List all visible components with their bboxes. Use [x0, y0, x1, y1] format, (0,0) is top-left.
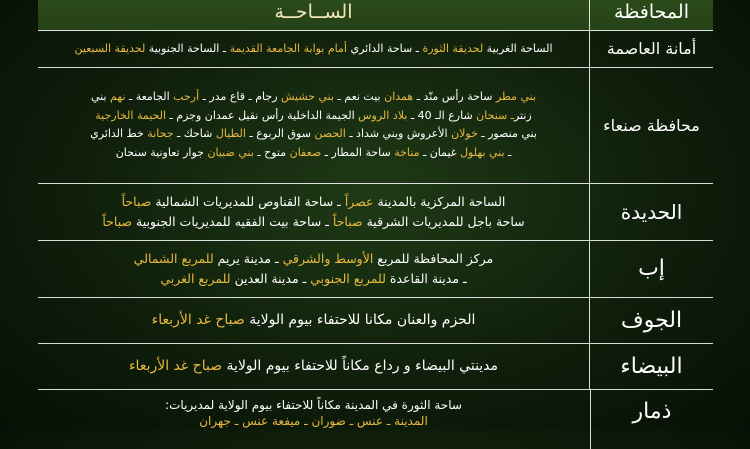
body-text: ـ ساحة الدائري [346, 42, 423, 55]
squares-cell [38, 297, 589, 343]
highlighted-text: صباح غد الأربعاء [151, 312, 245, 328]
highlighted-text: نهم [110, 90, 126, 103]
table-header [38, 0, 713, 31]
highlighted-text: بلاد الروس [358, 108, 408, 122]
governorate-name: البيضاء [589, 343, 713, 389]
highlighted-text: بني بهلول [460, 145, 505, 159]
body-text: ـ الساحة الجنوبية [145, 42, 230, 55]
squares-cell [38, 183, 589, 240]
body-text: ـ مدينة العدين [230, 270, 311, 286]
table-row [38, 30, 713, 68]
highlighted-text: الطيال [215, 127, 246, 140]
body-text: ساحة الثورة في المدينة مكاناً للاحتفاء بيوم الولاية لمديريات: [165, 398, 462, 412]
highlighted-text: ـ سنحان [476, 108, 514, 122]
squares-line [95, 107, 531, 126]
body-text: زنتر [513, 108, 532, 122]
header-squares: الســاحــة [274, 1, 353, 23]
squares-line [134, 249, 493, 269]
body-text: الساحة الغربية [483, 42, 553, 55]
body-text: الساحة المركزية بالمدينة [373, 193, 506, 209]
body-text: ساحة المطار ـ [321, 145, 395, 159]
table-row [38, 297, 713, 344]
squares-cell [38, 389, 589, 449]
squares-line [129, 358, 498, 374]
body-text: ـ [504, 145, 512, 159]
highlighted-text: همدان [384, 90, 414, 103]
table-row [38, 240, 713, 298]
highlighted-text: خولان [451, 127, 478, 140]
body-text: شارع الـ 40 ـ [407, 108, 477, 122]
body-text: خط الدائري [90, 127, 148, 140]
squares-line [116, 144, 512, 163]
highlighted-text: صباحاً [102, 213, 133, 229]
squares-cell [38, 343, 589, 389]
governorate-name: أمانة العاصمة [589, 30, 713, 67]
body-text: مدينتي البيضاء و رداع مكاناً للاحتفاء بيوم الولاية [222, 358, 499, 374]
highlighted-text: مناخة [394, 145, 420, 159]
squares-cell [38, 240, 589, 297]
squares-line [75, 42, 553, 55]
governorate-name: محافظة صنعاء [589, 67, 713, 183]
highlighted-text: صعفان [289, 145, 322, 159]
body-text: ساحة رأس منّد ـ [413, 90, 496, 103]
body-text: رجام ـ قاع مدر ـ [199, 90, 282, 103]
squares-line [160, 269, 466, 289]
highlighted-text: للمربع الجنوبي [310, 270, 386, 286]
body-text: الأعروش وبني شداد ـ [345, 127, 452, 140]
governorate-name: الجوف [589, 297, 713, 343]
squares-cell [38, 30, 589, 67]
highlighted-text: لحديقة الثورة [422, 42, 484, 55]
squares-line [152, 312, 476, 328]
header-governorate: المحافظة [589, 0, 713, 30]
squares-line [102, 212, 524, 232]
body-text: بني منصور ـ [477, 127, 537, 140]
table-row [38, 389, 713, 449]
body-text: بني [91, 90, 111, 103]
highlighted-text: بني ضبيان [207, 145, 254, 159]
highlighted-text: بني مطر [495, 90, 536, 103]
governorate-name: الحديدة [589, 183, 713, 240]
squares-line [199, 413, 428, 429]
highlighted-text: لحديقة السبعين [74, 42, 146, 55]
governorate-name: ذمار [590, 389, 713, 449]
highlighted-text: الحيمة الخارجية [95, 108, 167, 122]
squares-line [122, 192, 506, 212]
highlighted-text: عصراً [344, 193, 374, 209]
highlighted-text: أرحب [173, 90, 200, 103]
body-text: ساحة باجل للمديريات الشرقية [362, 213, 525, 229]
highlighted-text: صباحاً [332, 213, 363, 229]
body-text: الجامعة ـ [125, 90, 174, 103]
body-text: بيت نعم ـ [334, 90, 385, 103]
highlighted-text: جحانة [147, 127, 174, 140]
body-text: سوق الربوع ـ [245, 127, 315, 140]
highlighted-text: للمربع الغربي [160, 270, 231, 286]
squares-line [90, 125, 537, 144]
body-text: ـ ساحة القناوص للمديريات الشمالية [151, 193, 345, 209]
highlighted-text: صباحاً [121, 193, 152, 209]
body-text: ـ ساحة بيت الفقيه للمديريات الجنوبية [132, 213, 333, 229]
highlighted-text: المدينة ـ عنس ـ ضوران ـ ميفعة عنس ـ جهران [199, 414, 428, 428]
body-text: مركز المحافظة للمربع [373, 250, 494, 266]
body-text: جوار تعاونية سنحان [115, 145, 208, 159]
highlighted-text: بني حشيش [281, 90, 335, 103]
body-text: ـ مدينة يريم [213, 250, 283, 266]
squares-line [165, 397, 462, 413]
body-text: الحزم والعنان مكانا للاحتفاء بيوم الولاية [244, 312, 476, 328]
squares-table [38, 0, 713, 434]
body-text: متوح ـ [253, 145, 290, 159]
body-text: الجيمة الداخلية رأس نقيل عمدان وجزم ـ [166, 108, 359, 122]
highlighted-text: للمربع الشمالي [133, 250, 214, 266]
table-row [38, 343, 713, 390]
squares-line [91, 88, 536, 107]
governorate-name: إب [589, 240, 713, 297]
table-row [38, 183, 713, 241]
table-row [38, 67, 713, 184]
highlighted-text: أمام بوابة الجامعة القديمة [229, 42, 347, 55]
highlighted-text: الأوسط والشرقي [282, 250, 374, 266]
squares-cell [38, 67, 589, 183]
body-text: شاحك ـ [173, 127, 216, 140]
highlighted-text: الحصن [314, 127, 346, 140]
body-text: غيمان ـ [419, 145, 461, 159]
body-text: ـ مدينة القاعدة [385, 270, 467, 286]
highlighted-text: صباح غد الأربعاء [128, 358, 223, 374]
